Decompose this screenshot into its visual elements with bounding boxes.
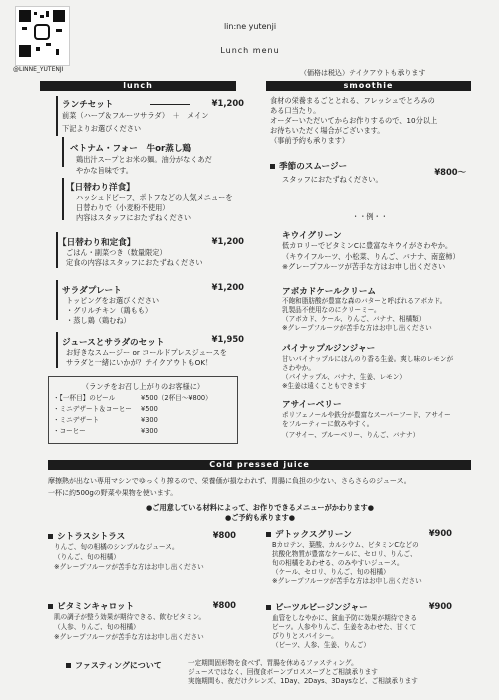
detox-desc: 旬の相橘をあわせる、のみやすいジュース。 [272, 559, 404, 567]
citrus-title-text: シトラスシトラス [57, 532, 126, 542]
divider [56, 280, 58, 320]
drink-item-name: ・【一杯目】のビール [53, 394, 116, 402]
square-bullet-icon [266, 605, 271, 610]
fasting-desc: ジュースではなく、回復食ボーンブロススープとご相談承ります [188, 668, 378, 676]
daily-set-title: 【日替わり和定食】 [58, 238, 136, 248]
seasonal-price: ¥800～ [434, 167, 466, 177]
daily-western-desc: 日替わりで（小麦粉不使用） [76, 203, 170, 212]
avocado-desc: ※グレープフルーツが苦手な方はお申し出ください [282, 324, 432, 332]
juice-salad-desc: サラダと一緒にいかが？テイクアウトもOK！ [66, 358, 213, 367]
beet-desc: 血管をしなやかに、貧血予防に効果が期待できる [272, 614, 418, 622]
salad-plate-desc: トッピングをお選びください [66, 296, 160, 305]
pineapple-title: パイナップルジンジャー [282, 344, 376, 354]
citrus-desc: ※グレープフルーツが苦手な方はお申し出ください [54, 563, 204, 571]
acai-desc: をフルーティーに飲みやすく。 [282, 420, 374, 428]
beet-desc: （ビーツ、人参、生姜、りんご） [272, 641, 370, 649]
pineapple-desc: （パイナップル、バナナ、生姜、レモン） [282, 373, 406, 381]
avocado-title: アボカドケールクリーム [282, 287, 377, 297]
smoothie-intro: （事前予約も承ります） [270, 136, 350, 145]
drink-item-price: ¥500（2杯目～¥800） [141, 394, 212, 402]
lunch-set-title: ランチセット [62, 100, 114, 110]
cold-pressed-note: ●ご予約も承ります● [224, 513, 296, 522]
example-label: ・・例・・ [352, 212, 388, 221]
smoothie-intro: お待ちいただく場合がございます。 [270, 126, 385, 135]
salad-plate-desc: ・グリルチキン（鶏もも） [66, 306, 153, 315]
daily-western-desc: 内容はスタッフにおたずねください [76, 213, 192, 222]
pho-desc: 鶏出汁スープとお米の麺。油分がなくあだ [76, 155, 212, 164]
vitamin-carrot-title [48, 600, 134, 612]
cold-pressed-section-bar: Cold pressed juice [48, 460, 471, 470]
drink-box-title: （ランチをお召し上がりのお客様に） [81, 382, 205, 391]
avocado-desc: 乳製品不使用なのにクリーミー。 [282, 306, 381, 314]
salad-plate-title: サラダプレート [62, 286, 122, 296]
divider [62, 137, 64, 167]
square-bullet-icon [48, 604, 53, 609]
beet-desc: ぴりりとスパイシー。 [272, 632, 338, 640]
daily-set-price: ¥1,200 [211, 236, 244, 246]
kiwi-desc: 低カロリーでビタミンCに豊富なキウイがさわやか。 [282, 241, 453, 250]
drink-item-name: ・コーヒー [53, 427, 86, 435]
drink-item-name: ・ミニデザート [53, 416, 100, 424]
fasting-title-text: ファスティングについて [75, 661, 162, 670]
kiwi-desc: ※グレープフルーツが苦手な方はお申し出ください [282, 262, 446, 271]
citrus-desc: りんご、旬の相橘のシンプルなジュース。 [54, 543, 179, 551]
detox-title [266, 528, 352, 540]
square-bullet-icon [66, 663, 71, 668]
avocado-desc: 不飽和脂肪酸が豊富な森のバターと呼ばれるアボカド。 [282, 297, 447, 305]
beet-price: ¥900 [428, 601, 452, 611]
salad-plate-desc: ・蒸し鶏（鶏むね） [66, 316, 131, 325]
vitamin-carrot-desc: （人参、りんご、旬の相橘） [54, 623, 140, 631]
cold-pressed-intro: 一杯に約500gの野菜や果物を使います。 [48, 489, 178, 497]
drink-box [48, 376, 238, 444]
drink-item-price: ¥300 [141, 416, 158, 424]
daily-western-desc: ハッシュドビーフ、ポトフなどの人気メニューを [76, 193, 233, 202]
vitamin-carrot-title-text: ビタミンキャロット [57, 602, 135, 612]
fasting-desc: 実施期間も、夜だけクレンズ、1Day、2Days、3Daysなど、ご相談承ります [188, 677, 418, 685]
seasonal-desc: スタッフにおたずねください。 [282, 175, 383, 184]
daily-set-desc: 定食の内容はスタッフにおたずねください [66, 258, 203, 267]
detox-desc: ※グレープフルーツが苦手な方はお申し出ください [272, 577, 422, 585]
smoothie-intro: 食材の栄養まるごととれる、フレッシュでとろみの [270, 96, 435, 105]
acai-desc: ポリフェノールや鉄分が豊富なスーパーフード、アサイー [282, 411, 451, 419]
square-bullet-icon [266, 532, 271, 537]
detox-title-text: デトックスグリーン [275, 530, 352, 540]
seasonal-title [270, 160, 347, 172]
acai-desc: （アサイー、ブルーベリー、りんご、バナナ） [282, 431, 420, 439]
vitamin-carrot-price: ¥800 [212, 600, 236, 610]
juice-salad-title: ジュースとサラダのセット [62, 338, 165, 348]
square-bullet-icon [48, 534, 53, 539]
detox-price: ¥900 [428, 528, 452, 538]
pineapple-desc: 甘いパイナップルにほんのり香る生姜。爽し味のレモンが [282, 355, 454, 363]
seasonal-title-text: 季節のスムージー [279, 162, 348, 172]
citrus-price: ¥800 [212, 530, 236, 540]
lunch-set-desc: 前菜（ハーブ＆フルーツサラダ） ＋ メイン [62, 111, 209, 120]
vitamin-carrot-desc: 肌の調子が整う効果が期待できる、飲むビタミン。 [54, 613, 206, 621]
tax-note: （価格は税込）テイクアウトも承ります [300, 69, 426, 77]
smoothie-intro: オーダーいただいてからお作りするので、10分以上 [270, 116, 438, 125]
divider [150, 104, 190, 105]
detox-desc: （ケール、セロリ、りんご、旬の相橘） [272, 568, 390, 576]
citrus-desc: （りんご、旬の相橘） [54, 553, 120, 561]
lunch-set-price: ¥1,200 [211, 98, 244, 108]
pho-desc: やかな旨味です。 [76, 166, 133, 175]
smoothie-section-bar: smoothie [266, 81, 471, 91]
kiwi-title: キウイグリーン [282, 231, 342, 241]
fasting-title [66, 660, 162, 671]
juice-salad-desc: お好きなスムージー or コールドプレスジュースを [66, 348, 227, 357]
beet-title [266, 601, 368, 613]
daily-set-desc: ごはん・副菜つき（数量限定） [66, 248, 167, 257]
instagram-handle: @LINNE_YUTENJI [13, 66, 64, 73]
pineapple-desc: さわやか。 [282, 364, 315, 372]
acai-title: アサイーベリー [282, 400, 342, 410]
daily-western-title: 【日替わり洋食】 [66, 183, 135, 193]
fasting-desc: 一定期間固形物を食べず、胃腸を休めるファスティング。 [188, 659, 358, 667]
avocado-desc: （アボカド、ケール、りんご、バナナ、相橘類） [282, 315, 426, 323]
detox-desc: Bカロテン、葉酸、カルシウム、ビタミンCなどの [272, 541, 419, 549]
salad-plate-price: ¥1,200 [211, 282, 244, 292]
kiwi-desc: （キウイフルーツ、小松菜、りんご、バナナ、南蛮柿） [282, 252, 460, 261]
lunch-section-bar: lunch [40, 81, 236, 91]
instagram-icon [34, 24, 50, 40]
menu-title: Lunch menu [220, 46, 280, 55]
smoothie-intro: ある口当たり。 [270, 106, 321, 115]
pho-title: ベトナム・フォー 牛or蒸し鶏 [70, 144, 192, 154]
vitamin-carrot-desc: ※グレープフルーツが苦手な方はお申し出ください [54, 633, 204, 641]
lunch-set-desc: 下記よりお選びください [62, 124, 142, 133]
drink-item-price: ¥500 [141, 405, 158, 413]
cold-pressed-intro: 摩擦熱が出ない専用マシンでゆっくり搾るので、栄養価が損なわれず、胃腸に負担の少ない、さらさらのジュース。 [48, 477, 411, 485]
shop-name: lin:ne yutenji [223, 22, 277, 31]
drink-item-price: ¥300 [141, 427, 158, 435]
cold-pressed-note: ●ご用意している材料によって、お作りできるメニューがかわります● [145, 503, 375, 512]
pineapple-desc: ※生姜は遠くこともできます [282, 382, 367, 390]
drink-item-name: ・ミニデザート＆コーヒー [53, 405, 132, 413]
citrus-title [48, 530, 125, 542]
divider [56, 96, 58, 136]
qr-code[interactable] [15, 6, 70, 66]
divider [62, 178, 64, 220]
square-bullet-icon [270, 164, 275, 169]
beet-desc: ビーツ。人参やりんご、生姜をあわせた、甘くて [272, 623, 417, 631]
juice-salad-price: ¥1,950 [211, 334, 244, 344]
beet-title-text: ビーツルビージンジャー [275, 603, 368, 613]
divider [56, 332, 58, 368]
detox-desc: 抗酸化物質が豊富なケールに、セロリ、りんご、 [272, 550, 417, 558]
